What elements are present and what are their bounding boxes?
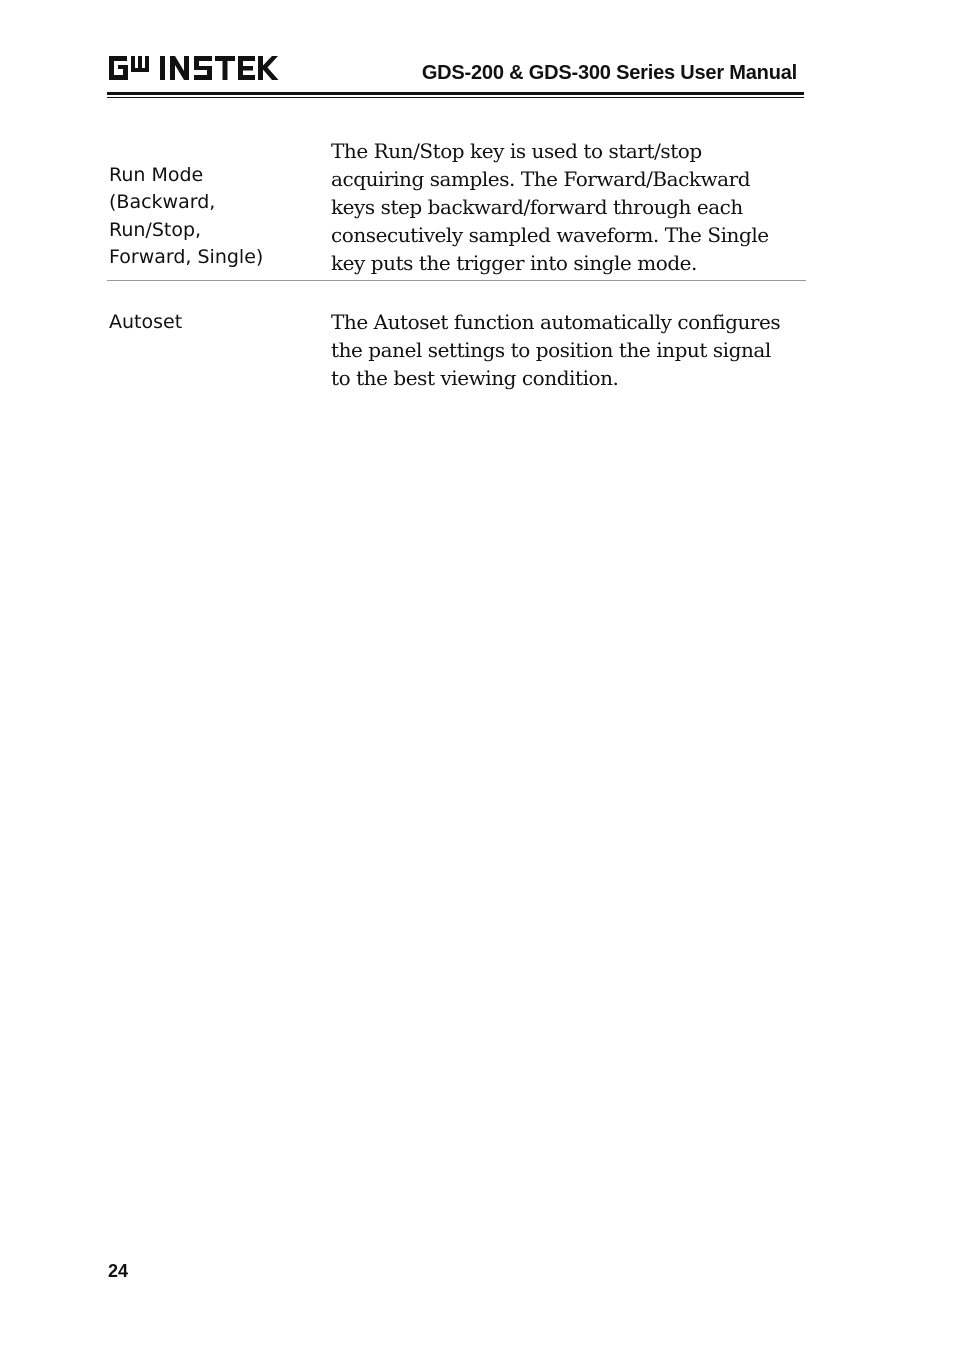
label-line: (Backward,	[109, 191, 216, 214]
row-description	[331, 308, 806, 392]
description-line: consecutively sampled waveform. The Single	[331, 223, 769, 247]
label-line: Run Mode	[109, 164, 204, 186]
row-label	[109, 309, 309, 336]
table-row-autoset	[107, 307, 806, 397]
description-line: keys step backward/forward through each	[331, 195, 743, 219]
description-line: the panel settings to position the input signal	[331, 338, 771, 362]
row-divider	[107, 280, 806, 281]
manual-title: GDS-200 & GDS-300 Series User Manual	[421, 62, 797, 84]
gw-instek-logo	[107, 52, 279, 84]
label-line: Autoset	[109, 311, 183, 333]
description-line: to the best viewing condition.	[331, 366, 619, 390]
label-line: Run/Stop,	[109, 218, 202, 241]
description-line: acquiring samples. The Forward/Backward	[331, 167, 751, 191]
page-number: 24	[108, 1261, 129, 1281]
header-rule-thin	[107, 97, 804, 98]
description-line: key puts the trigger into single mode.	[331, 251, 697, 275]
header-rule-thick	[107, 92, 804, 95]
label-line: Forward, Single)	[109, 245, 264, 268]
description-line: The Autoset function automatically configures	[331, 310, 781, 334]
row-label	[109, 162, 309, 271]
table-row-run-mode	[107, 136, 806, 280]
row-description	[331, 137, 806, 277]
description-line: The Run/Stop key is used to start/stop	[331, 139, 702, 163]
